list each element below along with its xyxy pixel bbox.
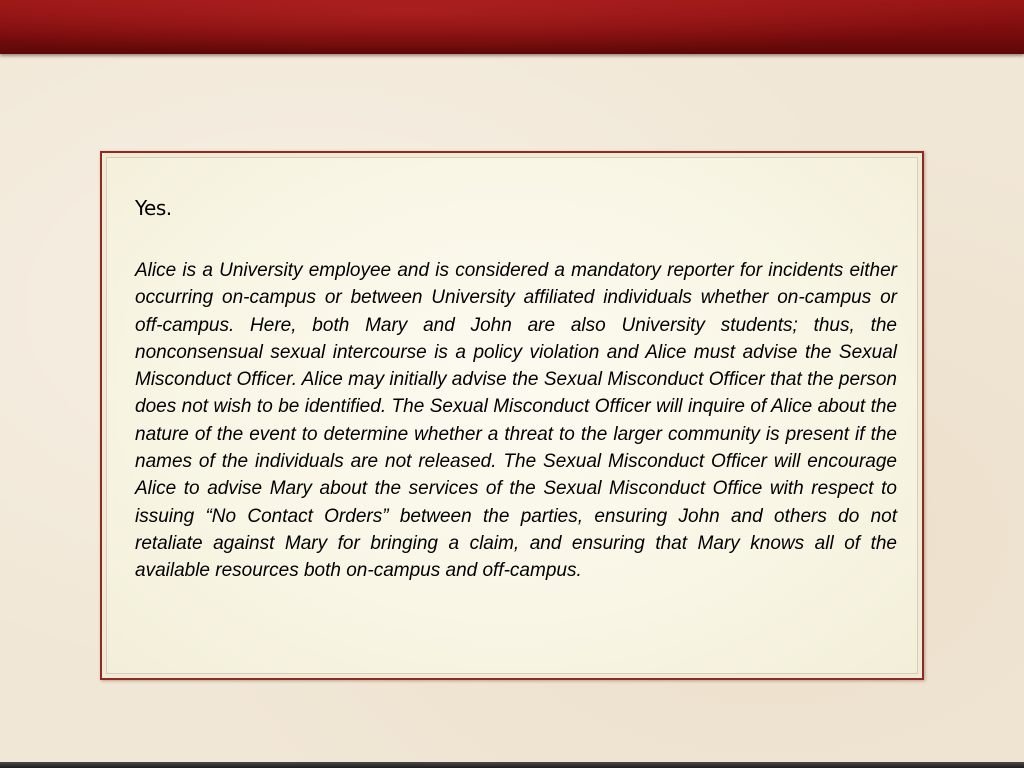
answer-paragraph: Alice is a University employee and is considered a mandatory reporter for incidents either occurring on-campus or between University affiliated individuals whether on-campus or off-campus. Here, both Mary and John are also University students; thus, the nonconsensual sexual intercourse is a policy violation and Alice must advise the Sexual Misconduct Officer. Alice may initially advise the Sexual Misconduct Officer that the person does not wish to be identified. The Sexual Misconduct Officer will inquire of Alice about the nature of the event to determine whether a threat to the larger community is present if the names of the individuals are not released. The Sexual Misconduct Officer will encourage Alice to advise Mary about the services of the Sexual Misconduct Office with respect to issuing “No Contact Orders” between the parties, ensuring John and others do not retaliate against Mary for bringing a claim, and ensuring that Mary knows all of the available resources both on-campus and off-campus. [135, 260, 897, 582]
answer-heading: Yes. [135, 196, 172, 220]
content-panel [106, 157, 918, 674]
header-band [0, 0, 1024, 54]
footer-band [0, 762, 1024, 768]
content-box [100, 151, 924, 680]
